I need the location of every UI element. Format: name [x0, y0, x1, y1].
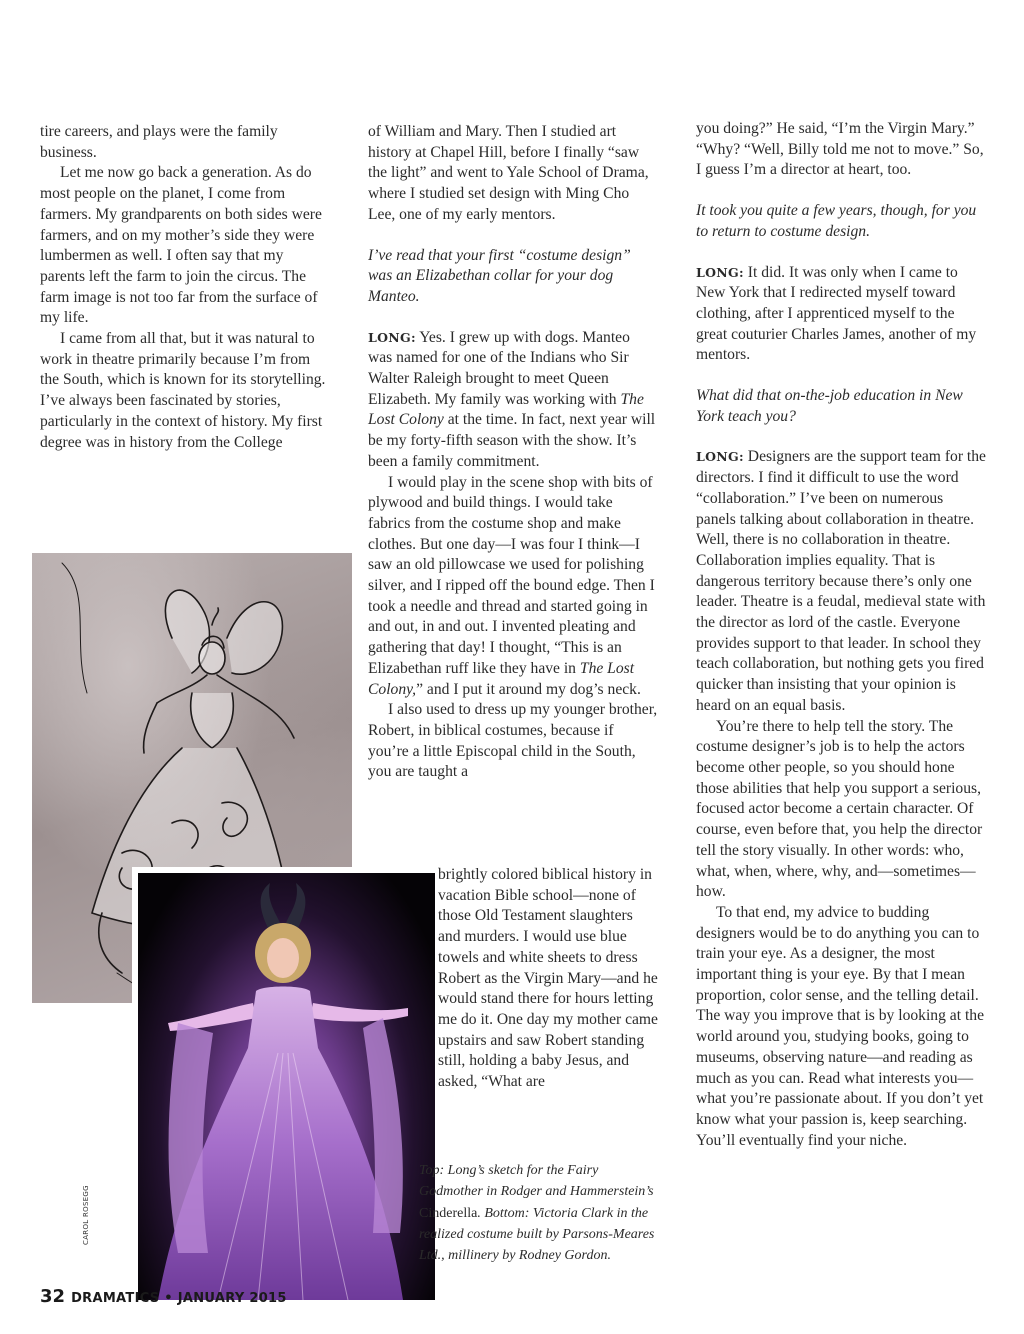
speaker-label: LONG:	[696, 449, 744, 465]
answer-text: It did. It was only when I came to New York that I redirected myself toward clothing, after I apprenticed myself to the great couturier Charles James, another of my mentors.	[696, 263, 977, 364]
paragraph	[368, 473, 658, 701]
paragraph: you doing?” He said, “I’m the Virgin Mary.” “Why? “Well, Billy told me not to move.” So, I guess I’m a director at heart, too.	[696, 120, 984, 179]
paragraph: I also used to dress up my younger brother, Robert, in biblical costumes, because if you’re a little Episcopal child in the South, you are taught a	[368, 701, 658, 781]
interview-question: It took you quite a few years, though, for you to return to costume design.	[696, 202, 977, 240]
speaker-label: LONG:	[696, 264, 744, 280]
paragraph	[696, 263, 986, 367]
answer-text: Designers are the support team for the directors. I find it difficult to use the word “collaboration.” I’ve been on numerous panels talking about collaboration in theatre. Well, there is no collaboration in theatre. Collaboration implies equality. That is dangerous territory because there’s only one leader. Theatre is a feudal, medieval state with the director as lord of the castle. Everyone provides support to that leader. In school they teach collaboration, but nothing gets you fired quicker than insisting that your opinion is heard on an equal basis.	[696, 448, 986, 714]
paragraph: To that end, my advice to budding designers would be to do anything you can to train your eye. As a designer, the most important thing is your eye. By that I mean proportion, color sense, and the telling detail. The way you improve that is by looking at the world around you, studying books, going to museums, observing nature—and reading as much as you can. Read what interests you—what you’re passionate about. If you don’t yet know what your passion is, keep searching. You’ll eventually find your niche.	[696, 903, 984, 1149]
caption-text: . Bottom: Victoria Clark in the realized costume built by Parsons-Meares Ltd., millinery by Rodney Gordon.	[419, 1205, 655, 1264]
show-title: The Lost Colony	[368, 390, 644, 429]
paragraph	[368, 328, 658, 473]
article-column-2	[368, 122, 658, 783]
image-caption	[419, 1160, 659, 1266]
page-number: 32	[40, 1286, 66, 1307]
photo-credit: CAROL ROSEGG	[82, 1185, 90, 1245]
answer-text: Yes. I grew up with dogs. Manteo was named for one of the Indians who Sir Walter Raleigh brought to meet Queen Elizabeth. My family was working with	[368, 328, 630, 408]
show-title: The Lost Colony,	[368, 659, 635, 698]
photo-drawing	[138, 873, 435, 1300]
article-column-2-continued	[438, 865, 658, 1093]
paragraph: brightly colored biblical history in vacation Bible school—none of those Old Testament slaughters and murders. I would use blue towels and white sheets to dress Robert as the Virgin Mary—and he would stand there for hours letting me do it. One day my mother came upstairs and saw Robert standing still, holding a baby Jesus, and asked, “What are	[438, 866, 658, 1091]
caption-text: Top: Long’s sketch for the Fairy Godmother in Rodger and Hammerstein’s	[419, 1163, 654, 1200]
page-footer	[40, 1286, 287, 1307]
victoria-clark-photo	[132, 867, 435, 1300]
paragraph-text: I would play in the scene shop with bits of plywood and build things. I would take fabrics from the costume shop and make clothes. But one day—I was four I think—I saw an old pillowcase we used for polishing silver, and I ripped off the bound edge. Then I took a needle and thread and started going in and out, in and out. I invented pleating and gathering that day! I thought, “This is an Elizabethan ruff like they have in	[368, 473, 655, 677]
paragraph: of William and Mary. Then I studied art history at Chapel Hill, before I finally “saw the light” and went to Yale School of Drama, where I studied set design with Ming Cho Lee, one of my early mentors.	[368, 123, 649, 223]
interview-question: I’ve read that your first “costume design” was an Elizabethan collar for your dog Manteo.	[368, 246, 631, 305]
speaker-label: LONG:	[368, 329, 416, 345]
paragraph-text: ” and I put it around my dog’s neck.	[416, 680, 641, 698]
paragraph: tire careers, and plays were the family business.	[40, 123, 278, 161]
paragraph: Let me now go back a generation. As do most people on the planet, I come from farmers. My grandparents on both sides were farmers, and on my mother’s side they were lumbermen as well. I often say that my parents left the farm to join the circus. The farm image is not too far from the surface of my life.	[40, 164, 322, 327]
answer-text: at the time. In fact, next year will be my forty-fifth season with the show. It’s been a family commitment.	[368, 411, 656, 470]
interview-question: What did that on-the-job education in New York teach you?	[696, 387, 963, 425]
article-column-3	[696, 119, 986, 1151]
article-column-1	[40, 122, 330, 453]
paragraph	[696, 447, 986, 716]
paragraph: I came from all that, but it was natural to work in theatre primarily because I’m from the South, which is known for its storytelling. I’ve always been fascinated by stories, particularly in the context of history. My first degree was in history from the College	[40, 330, 326, 451]
publication-line: DRAMATICS • JANUARY 2015	[71, 1291, 287, 1306]
paragraph: You’re there to help tell the story. The costume designer’s job is to help the actors become other people, so you should hone those abilities that help you support a serious, focused actor become a certain character. Of course, even before that, you help the director tell the story visually. In other words: who, what, when, where, why, and—sometimes—how.	[696, 717, 983, 901]
caption-show-title: Cinderella	[419, 1205, 478, 1221]
